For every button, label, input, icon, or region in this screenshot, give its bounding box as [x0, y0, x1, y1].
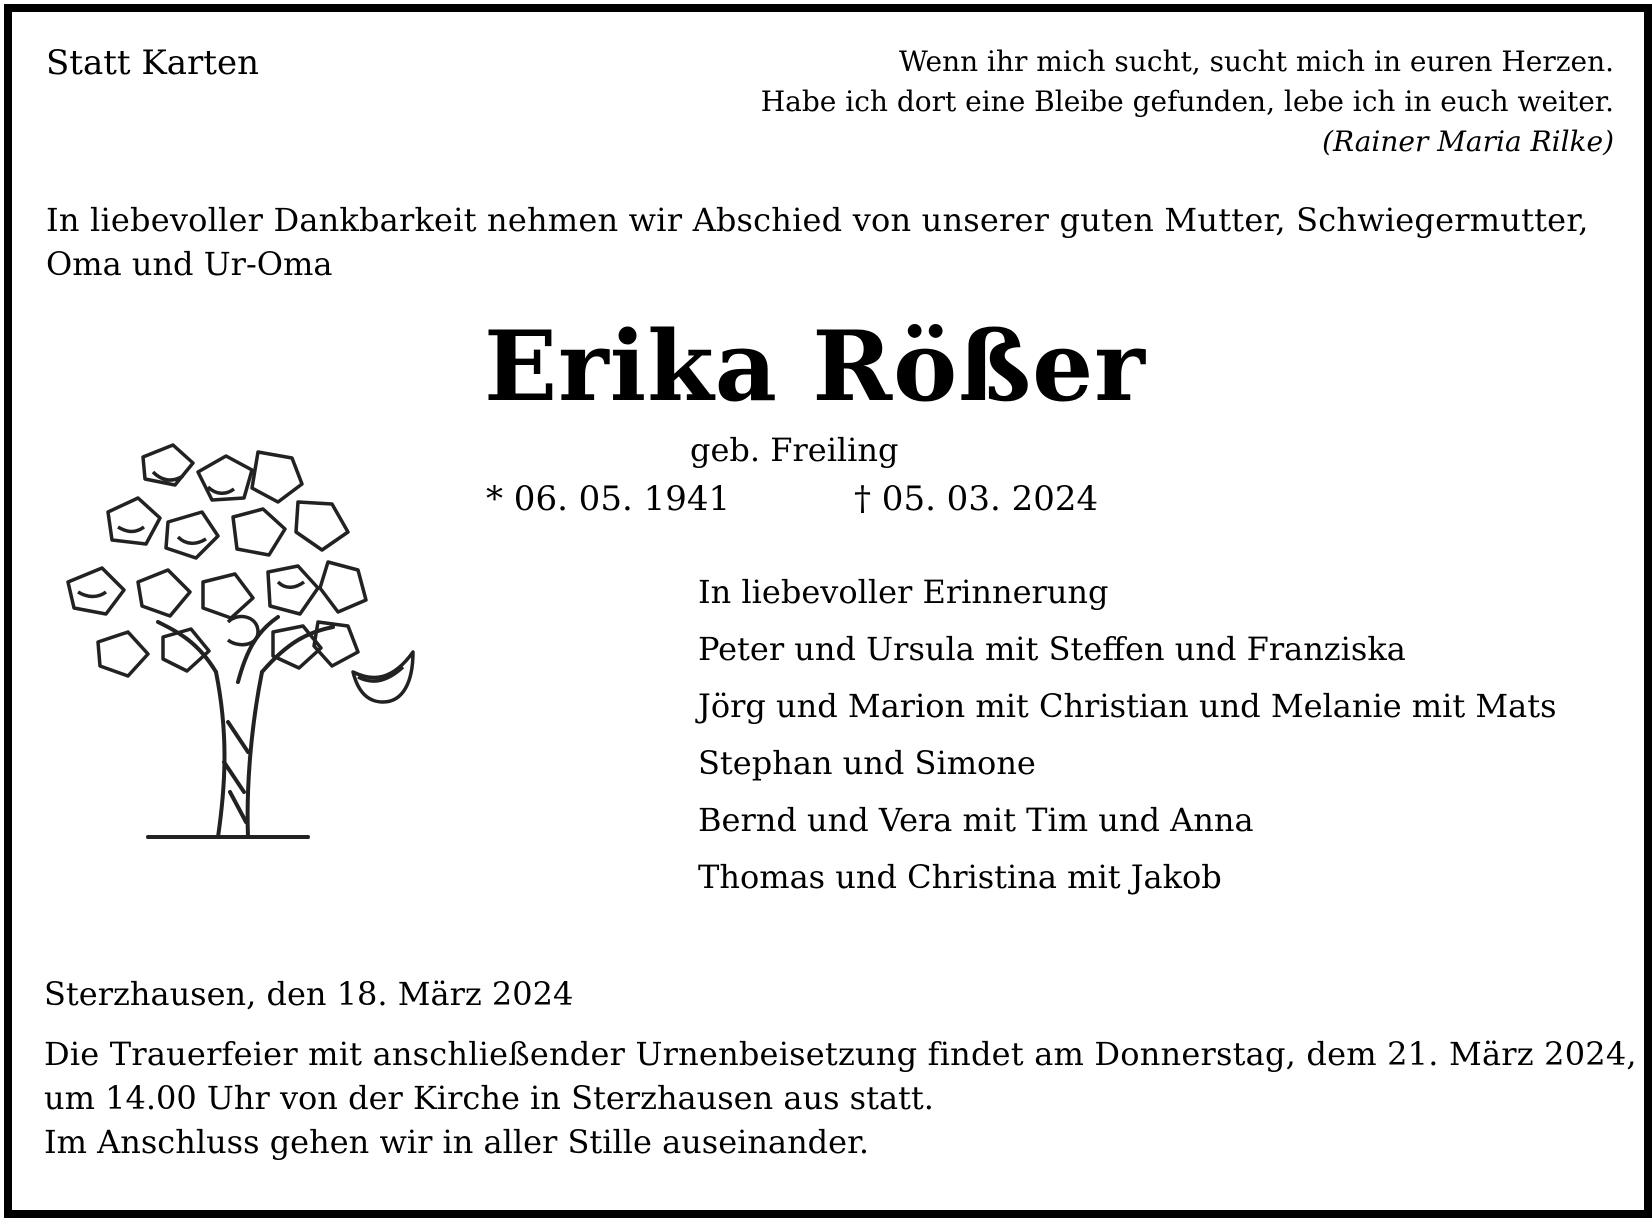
ceremony-line-1: Die Trauerfeier mit anschließender Urnenbeisetzung findet am Donnerstag, dem 21. März 2024, — [44, 1035, 1637, 1073]
obituary-card — [4, 4, 1652, 1218]
intro-text — [46, 198, 1589, 286]
family-heading: In liebevoller Erinnerung — [698, 573, 1109, 611]
family-list — [698, 564, 1557, 906]
ceremony-line-3: Im Anschluss gehen wir in aller Stille auseinander. — [44, 1123, 870, 1161]
death-date: † 05. 03. 2024 — [854, 479, 1099, 519]
intro-line-2: Oma und Ur-Oma — [46, 245, 333, 283]
ceremony-text — [44, 1032, 1637, 1164]
family-member: Bernd und Vera mit Tim und Anna — [698, 801, 1254, 839]
family-member: Stephan und Simone — [698, 744, 1036, 782]
quote-line-1: Wenn ihr mich sucht, sucht mich in euren Herzen. — [899, 45, 1614, 78]
maiden-name: geb. Freiling — [690, 431, 899, 469]
family-member: Jörg und Marion mit Christian und Melanie mit Mats — [698, 687, 1557, 725]
birth-date: * 06. 05. 1941 — [486, 479, 731, 519]
tree-icon — [48, 432, 448, 872]
intro-line-1: In liebevoller Dankbarkeit nehmen wir Abschied von unserer guten Mutter, Schwiegermutter, — [46, 201, 1589, 239]
ceremony-line-2: um 14.00 Uhr von der Kirche in Sterzhausen aus statt. — [44, 1079, 934, 1117]
quote-block — [714, 42, 1614, 162]
quote-author: (Rainer Maria Rilke) — [1322, 125, 1614, 158]
deceased-name: Erika Rößer — [484, 310, 1146, 423]
header-statt-karten: Statt Karten — [46, 43, 259, 83]
falling-leaf-icon — [353, 652, 413, 702]
family-member: Thomas und Christina mit Jakob — [698, 858, 1222, 896]
family-member: Peter und Ursula mit Steffen und Franziska — [698, 630, 1406, 668]
place-date: Sterzhausen, den 18. März 2024 — [44, 975, 574, 1013]
quote-line-2: Habe ich dort eine Bleibe gefunden, lebe ich in euch weiter. — [760, 85, 1614, 118]
